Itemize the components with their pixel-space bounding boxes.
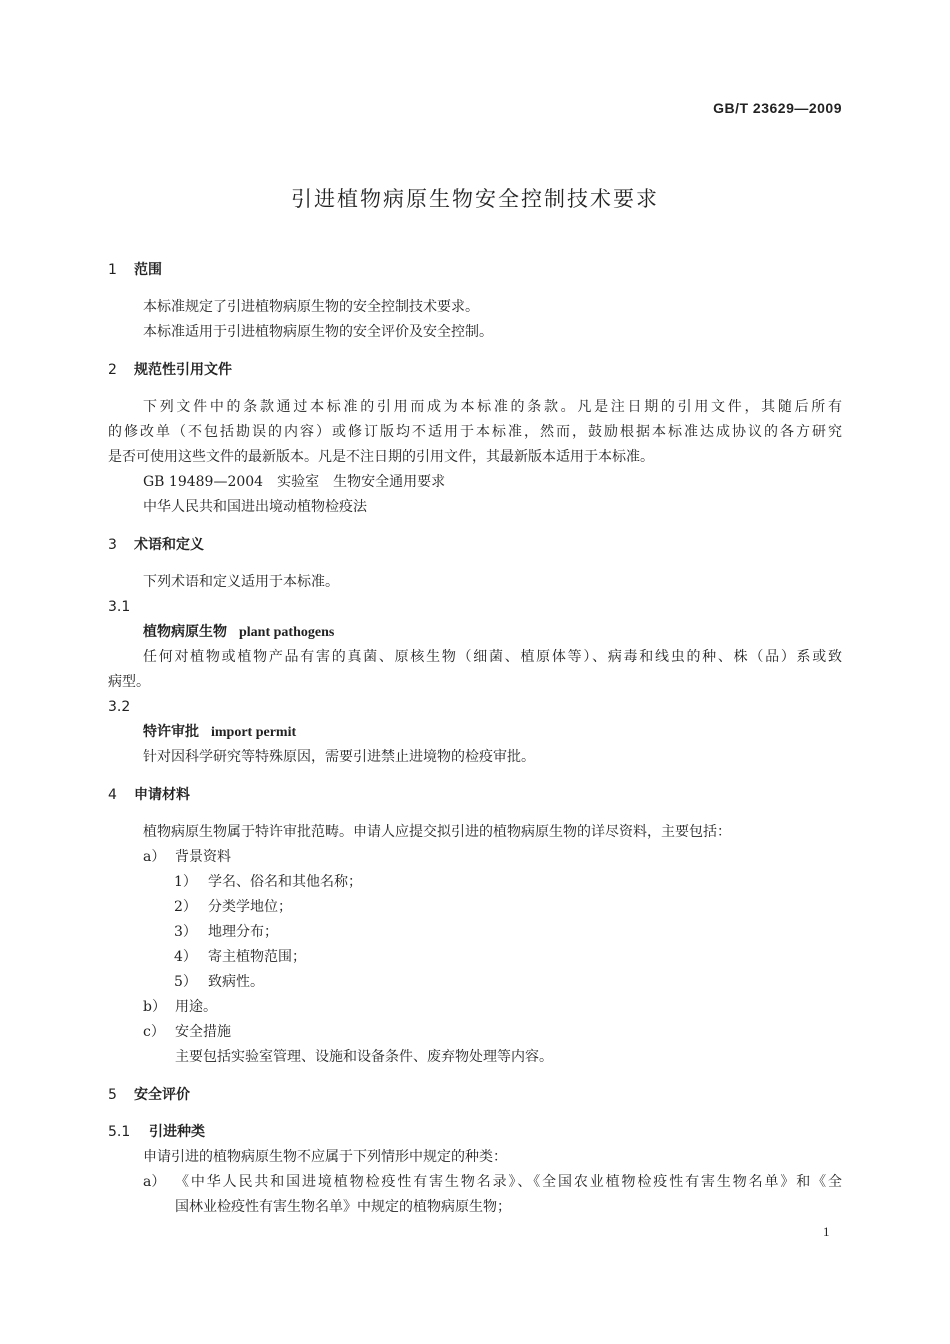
section-title: 范围 <box>134 262 162 278</box>
paragraph-line: 的修改单（不包括勘误的内容）或修订版均不适用于本标准，然而，鼓励根据本标准达成协议的各方研究 <box>108 424 842 440</box>
subsection-5-1-heading <box>108 1122 205 1142</box>
list-text: 用途。 <box>175 999 217 1015</box>
sub-list-item <box>174 922 278 942</box>
paragraph: 本标准适用于引进植物病原生物的安全评价及安全控制。 <box>143 324 493 340</box>
term-english: import permit <box>211 725 297 740</box>
list-label: c） <box>143 1024 165 1040</box>
term-definition: 针对因科学研究等特殊原因，需要引进禁止进境物的检疫审批。 <box>143 749 535 765</box>
paragraph: 本标准规定了引进植物病原生物的安全控制技术要求。 <box>143 299 479 315</box>
term-chinese: 植物病原生物 <box>143 624 227 640</box>
section-title: 术语和定义 <box>134 537 204 553</box>
list-label: 5） <box>174 974 197 990</box>
list-label: 1） <box>174 874 197 890</box>
list-detail: 主要包括实验室管理、设施和设备条件、废弃物处理等内容。 <box>175 1049 553 1065</box>
term-definition-line: 病型。 <box>108 674 150 690</box>
section-number: 1 <box>108 262 117 278</box>
paragraph-line: 下列文件中的条款通过本标准的引用而成为本标准的条款。凡是注日期的引用文件，其随后所有 <box>143 399 842 415</box>
list-label: 4） <box>174 949 197 965</box>
section-3-heading <box>108 535 204 555</box>
sub-list-item <box>174 947 306 967</box>
list-item <box>143 847 231 867</box>
section-2-heading <box>108 360 232 380</box>
list-text: 致病性。 <box>208 974 264 990</box>
list-label: a） <box>143 849 166 865</box>
paragraph: 下列术语和定义适用于本标准。 <box>143 574 339 590</box>
paragraph-line: 是否可使用这些文件的最新版本。凡是不注日期的引用文件，其最新版本适用于本标准。 <box>108 449 654 465</box>
section-title: 安全评价 <box>134 1087 190 1103</box>
term-number: 3.2 <box>108 699 131 715</box>
section-number: 5 <box>108 1087 117 1103</box>
list-text: 地理分布； <box>208 924 278 940</box>
reference-item: GB 19489—2004 实验室 生物安全通用要求 <box>143 474 446 490</box>
section-number: 3 <box>108 537 117 553</box>
section-4-heading <box>108 785 190 805</box>
subsection-number: 5.1 <box>108 1124 131 1140</box>
standard-code: GB/T 23629—2009 <box>713 100 842 116</box>
term-heading <box>143 722 296 743</box>
list-text: 《中华人民共和国进境植物检疫性有害生物名录》、《全国农业植物检疫性有害生物名单》和《全 <box>175 1174 842 1190</box>
list-text: 安全措施 <box>175 1024 231 1040</box>
subsection-title: 引进种类 <box>149 1124 205 1140</box>
section-1-heading <box>108 260 162 280</box>
list-text: 寄主植物范围； <box>208 949 306 965</box>
term-number: 3.1 <box>108 599 131 615</box>
sub-list-item <box>174 972 264 992</box>
reference-item: 中华人民共和国进出境动植物检疫法 <box>143 499 367 515</box>
term-definition-line: 任何对植物或植物产品有害的真菌、原核生物（细菌、植原体等）、病毒和线虫的种、株（品）系或致 <box>143 649 842 665</box>
paragraph: 申请引进的植物病原生物不应属于下列情形中规定的种类： <box>143 1149 507 1165</box>
list-label: a） <box>143 1174 166 1190</box>
list-text: 背景资料 <box>175 849 231 865</box>
section-title: 规范性引用文件 <box>134 362 232 378</box>
list-label: b） <box>143 999 166 1015</box>
section-number: 4 <box>108 787 117 803</box>
list-text: 分类学地位； <box>208 899 292 915</box>
list-label: 3） <box>174 924 197 940</box>
section-title: 申请材料 <box>134 787 190 803</box>
list-item <box>143 1172 842 1192</box>
term-english: plant pathogens <box>239 625 335 640</box>
list-text: 学名、俗名和其他名称； <box>208 874 362 890</box>
list-item <box>143 1022 231 1042</box>
list-item <box>143 997 217 1017</box>
sub-list-item <box>174 872 362 892</box>
list-text-continuation: 国林业检疫性有害生物名单》中规定的植物病原生物； <box>175 1199 511 1215</box>
section-number: 2 <box>108 362 117 378</box>
page-number: 1 <box>823 1224 830 1239</box>
term-heading <box>143 622 334 643</box>
section-5-heading <box>108 1085 190 1105</box>
sub-list-item <box>174 897 292 917</box>
list-label: 2） <box>174 899 197 915</box>
term-chinese: 特许审批 <box>143 724 199 740</box>
paragraph: 植物病原生物属于特许审批范畴。申请人应提交拟引进的植物病原生物的详尽资料，主要包括： <box>143 824 731 840</box>
document-title: 引进植物病原生物安全控制技术要求 <box>291 187 659 211</box>
